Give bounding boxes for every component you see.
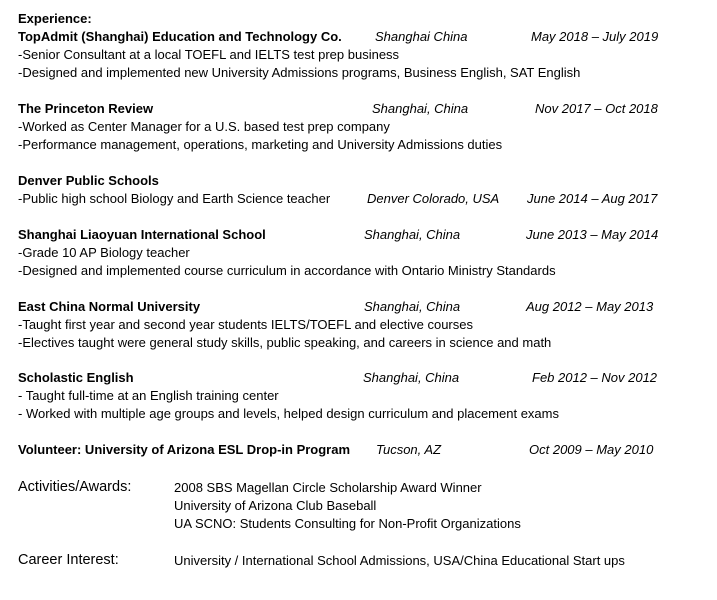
job-dates: Oct 2009 – May 2010 — [529, 442, 654, 457]
job-location: Shanghai China — [375, 29, 468, 44]
job-bullet: -Designed and implemented course curriculum in accordance with Ontario Ministry Standards — [18, 263, 556, 278]
activity-item: University of Arizona Club Baseball — [174, 498, 377, 513]
job-dates: June 2013 – May 2014 — [526, 227, 659, 242]
job-dates: Nov 2017 – Oct 2018 — [535, 101, 658, 116]
job-location: Shanghai, China — [364, 227, 461, 242]
job-location: Shanghai, China — [363, 370, 460, 385]
job-location: Tucson, AZ — [376, 442, 442, 457]
job-dates: Aug 2012 – May 2013 — [526, 299, 654, 314]
job-bullet: -Public high school Biology and Earth Science teacher — [18, 191, 331, 206]
job-organization: The Princeton Review — [18, 101, 154, 116]
job-bullet: -Senior Consultant at a local TOEFL and IELTS test prep business — [18, 47, 400, 62]
job-bullet: -Taught first year and second year students IELTS/TOEFL and elective courses — [18, 317, 473, 332]
job-bullet: -Designed and implemented new University Admissions programs, Business English, SAT English — [18, 65, 581, 80]
job-organization: Denver Public Schools — [18, 173, 159, 188]
job-location: Shanghai, China — [364, 299, 461, 314]
job-location: Shanghai, China — [372, 101, 469, 116]
job-dates: Feb 2012 – Nov 2012 — [532, 370, 658, 385]
job-dates: May 2018 – July 2019 — [531, 29, 659, 44]
job-organization: Shanghai Liaoyuan International School — [18, 227, 266, 242]
job-organization: Scholastic English — [18, 370, 134, 385]
career-text: University / International School Admissions, USA/China Educational Start ups — [174, 553, 625, 568]
job-organization: East China Normal University — [18, 299, 201, 314]
activity-item: 2008 SBS Magellan Circle Scholarship Award Winner — [174, 480, 482, 495]
job-bullet: -Worked as Center Manager for a U.S. based test prep company — [18, 119, 390, 134]
job-dates: June 2014 – Aug 2017 — [527, 191, 658, 206]
job-bullet: -Electives taught were general study skills, public speaking, and careers in science and math — [18, 335, 552, 350]
activities-label: Activities/Awards: — [18, 479, 132, 495]
job-bullet: -Performance management, operations, marketing and University Admissions duties — [18, 137, 503, 152]
career-label: Career Interest: — [18, 552, 119, 568]
job-bullet: -Grade 10 AP Biology teacher — [18, 245, 190, 260]
experience-heading: Experience: — [18, 11, 92, 26]
job-bullet: - Worked with multiple age groups and levels, helped design curriculum and placement exams — [18, 406, 559, 421]
job-bullet: - Taught full-time at an English training center — [18, 388, 279, 403]
job-organization: TopAdmit (Shanghai) Education and Technology Co. — [18, 29, 342, 44]
activity-item: UA SCNO: Students Consulting for Non-Profit Organizations — [174, 516, 521, 531]
job-organization: Volunteer: University of Arizona ESL Drop-in Program — [18, 442, 351, 457]
job-location: Denver Colorado, USA — [367, 191, 500, 206]
